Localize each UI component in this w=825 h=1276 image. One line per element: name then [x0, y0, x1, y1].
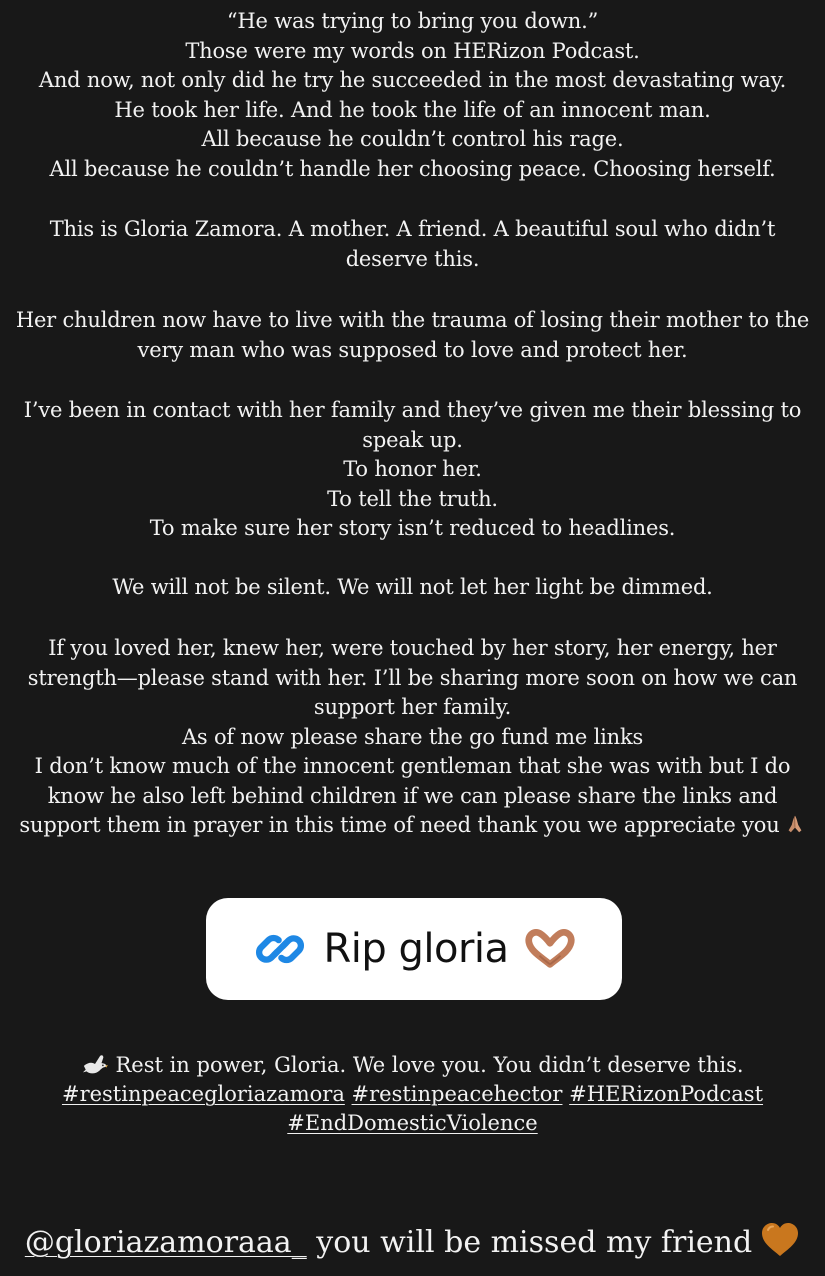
hashtag-row [0, 1109, 825, 1138]
story-line: And now, not only did he try he succeeded in the most devastating way. [38, 68, 787, 92]
story-line: He took her life. And he took the life of an innocent man. [114, 97, 711, 122]
story-line: I don’t know much of the innocent gentleman that she was with but I do [34, 754, 791, 778]
mention-row [0, 1222, 825, 1263]
link-sticker-label: Rip gloria [323, 926, 509, 972]
story-line: very man who was supposed to love and protect her. [137, 337, 688, 362]
caption-line [0, 1051, 825, 1080]
story-line: support them in prayer in this time of need thank you we appreciate you [19, 813, 780, 837]
story-line: strength—please stand with her. I’ll be sharing more soon on how we can [27, 665, 798, 690]
folded-hands-icon [784, 813, 806, 835]
story-line: support her family. [313, 695, 512, 719]
hashtag-link[interactable]: #HERizonPodcast [569, 1082, 764, 1106]
story-line: deserve this. [345, 246, 480, 271]
story-line: know he also left behind children if we can please share the links and [47, 783, 778, 808]
hashtag-link[interactable]: #restinpeacehector [351, 1082, 563, 1106]
story-line: To tell the truth. [327, 486, 498, 511]
story-line-with-emoji [0, 811, 825, 841]
story-line: Her chuldren now have to live with the trauma of losing their mother to the [15, 308, 810, 332]
hashtag-row [0, 1080, 825, 1109]
heart-hands-icon [523, 926, 577, 972]
story-paragraph [0, 396, 825, 544]
link-icon [251, 920, 309, 978]
story-line: “He was trying to bring you down.” [226, 9, 599, 33]
story-line: Those were my words on HERizon Podcast. [185, 38, 640, 63]
user-mention-link[interactable]: @gloriazamoraaa_ [24, 1225, 307, 1260]
dove-icon [81, 1051, 109, 1077]
story-paragraph [0, 573, 825, 603]
orange-heart-icon [760, 1222, 800, 1258]
story-caption [0, 1051, 825, 1138]
story-line: To honor her. [343, 457, 482, 481]
story-line: We will not be silent. We will not let her light be dimmed. [112, 575, 713, 599]
caption-text: Rest in power, Gloria. We love you. You didn’t deserve this. [115, 1053, 744, 1077]
link-sticker-button[interactable] [206, 898, 622, 1000]
story-line: I’ve been in contact with her family and they’ve given me their blessing to [23, 398, 802, 422]
hashtag-link[interactable]: #restinpeacegloriazamora [61, 1082, 345, 1106]
story-paragraph [0, 215, 825, 274]
story-line: If you loved her, knew her, were touched by her story, her energy, her [48, 636, 777, 660]
story-line: All because he couldn’t handle her choosing peace. Choosing herself. [49, 156, 776, 181]
story-paragraph [0, 306, 825, 365]
story-line: This is Gloria Zamora. A mother. A friend. A beautiful soul who didn’t [49, 217, 776, 241]
story-line: speak up. [362, 427, 463, 452]
mention-message: you will be missed my friend [316, 1225, 753, 1260]
story-line: To make sure her story isn’t reduced to headlines. [149, 516, 676, 540]
story-paragraph [0, 634, 825, 841]
story-paragraph [0, 7, 825, 184]
hashtag-link[interactable]: #EndDomesticViolence [287, 1111, 538, 1135]
story-line: All because he couldn’t control his rage. [201, 127, 624, 151]
story-line: As of now please share the go fund me links [181, 724, 644, 749]
